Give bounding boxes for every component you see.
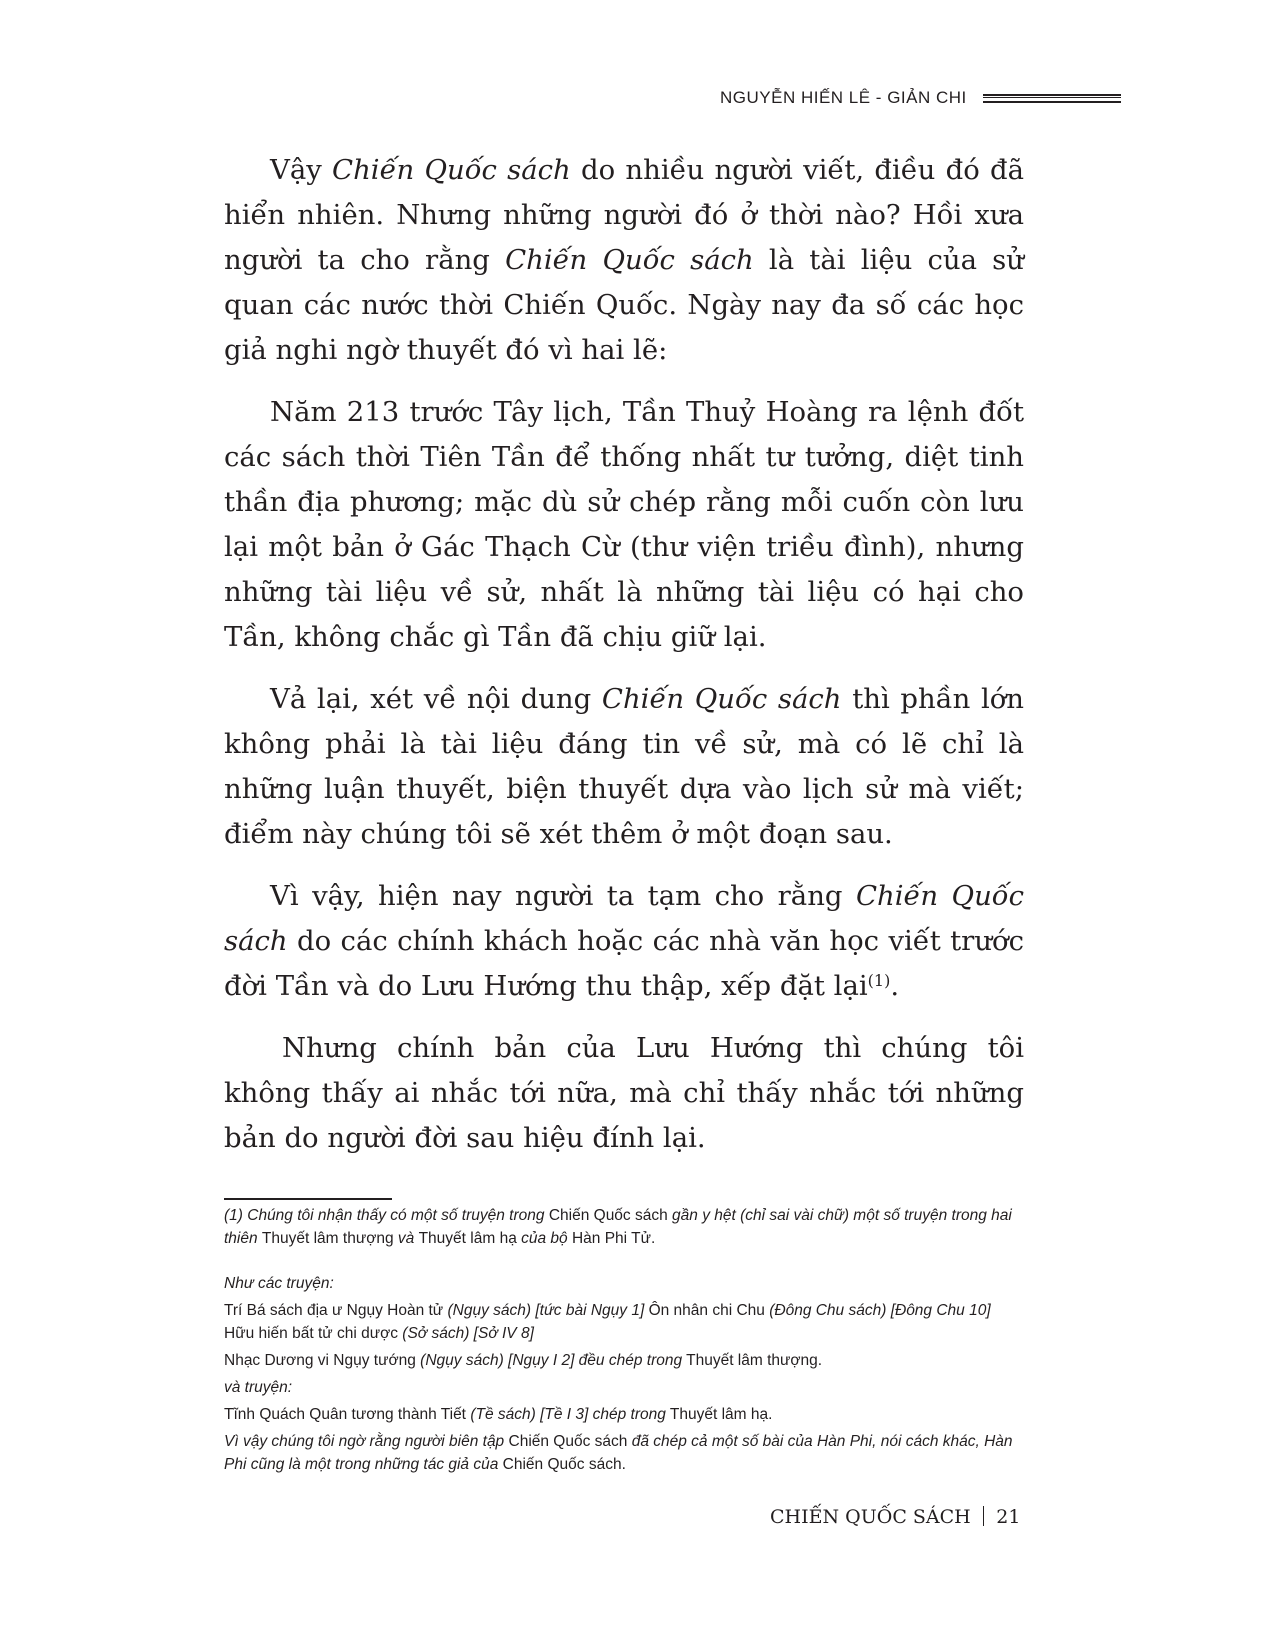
- footer-book-title: CHIẾN QUỐC SÁCH: [770, 1506, 971, 1528]
- footnote-line-5: và truyện:: [224, 1379, 293, 1396]
- page-number: 21: [996, 1506, 1021, 1528]
- header-double-rule: [983, 94, 1121, 103]
- paragraph-4: Vì vậy, hiện nay người ta tạm cho rằng Chiến Quốc sách do các chính khách hoặc các nhà văn học viết trước đời Tần và do Lưu Hướng thu thập, xếp đặt lại$^{(1)}$.: [224, 880, 1025, 1002]
- book-title-italic: Chiến Quốc sách: [601, 683, 842, 715]
- footnote-line-3: Trí Bá sách địa ư Ngụy Hoàn tử (Ngụy sách) [tức bài Ngụy 1] Ôn nhân chi Chu (Đông Chu sách) [Đông Chu 10] Hữu hiến bất tử chi dược (Sở sách) [Sở IV 8]: [224, 1302, 991, 1342]
- book-title-italic: Chiến Quốc sách: [224, 880, 1025, 957]
- running-header: [620, 88, 1180, 108]
- footnote-line-7: Vì vậy chúng tôi ngờ rằng người biên tập Chiến Quốc sách đã chép cả một số bài của Hàn Phi, nói cách khác, Hàn Phi cũng là một trong những tác giả của Chiến Quốc sách.: [224, 1433, 1013, 1473]
- footer-separator: [983, 1506, 985, 1526]
- footnotes: [224, 1204, 1024, 1480]
- book-title-italic: Chiến Quốc sách: [505, 244, 754, 276]
- paragraph-2: Năm 213 trước Tây lịch, Tần Thuỷ Hoàng ra lệnh đốt các sách thời Tiên Tần để thống nhất tư tưởng, diệt tinh thần địa phương; mặc dù sử chép rằng mỗi cuốn còn lưu lại một bản ở Gác Thạch Cừ (thư viện triều đình), nhưng những tài liệu về sử, nhất là những tài liệu có hại cho Tần, không chắc gì Tần đã chịu giữ lại.: [224, 396, 1024, 653]
- main-text: [224, 148, 1024, 1178]
- book-title-italic: Chiến Quốc sách: [332, 154, 571, 186]
- footnote-line-2: Như các truyện:: [224, 1275, 334, 1292]
- paragraph-5: Nhưng chính bản của Lưu Hướng thì chúng tôi không thấy ai nhắc tới nữa, mà chỉ thấy nhắc tới những bản do người đời sau hiệu đính lại.: [224, 1032, 1024, 1154]
- footnote-divider: [224, 1198, 392, 1200]
- paragraph-3: Vả lại, xét về nội dung Chiến Quốc sách thì phần lớn không phải là tài liệu đáng tin về sử, mà có lẽ chỉ là những luận thuyết, biện thuyết dựa vào lịch sử mà viết; điểm này chúng tôi sẽ xét thêm ở một đoạn sau.: [224, 683, 1025, 850]
- page-footer: [770, 1506, 1020, 1528]
- footnote-line-6: Tĩnh Quách Quân tương thành Tiết (Tề sách) [Tề I 3] chép trong Thuyết lâm hạ.: [224, 1406, 773, 1423]
- footnote-1: (1) Chúng tôi nhận thấy có một số truyện trong Chiến Quốc sách gần y hệt (chỉ sai vài chữ) một số truyện trong hai thiên Thuyết lâm thượng và Thuyết lâm hạ của bộ Hàn Phi Tử.: [224, 1207, 1012, 1247]
- footnote-line-4: Nhạc Dương vi Ngụy tướng (Ngụy sách) [Ngụy I 2] đều chép trong Thuyết lâm thượng.: [224, 1352, 823, 1369]
- footnote-marker[interactable]: (1): [867, 971, 891, 990]
- running-header-title: NGUYỄN HIẾN LÊ - GIẢN CHI: [720, 88, 967, 107]
- paragraph-1: Vậy Chiến Quốc sách do nhiều người viết, điều đó đã hiển nhiên. Nhưng những người đó ở thời nào? Hồi xưa người ta cho rằng Chiến Quốc sách là tài liệu của sử quan các nước thời Chiến Quốc. Ngày nay đa số các học giả nghi ngờ thuyết đó vì hai lẽ:: [224, 154, 1025, 366]
